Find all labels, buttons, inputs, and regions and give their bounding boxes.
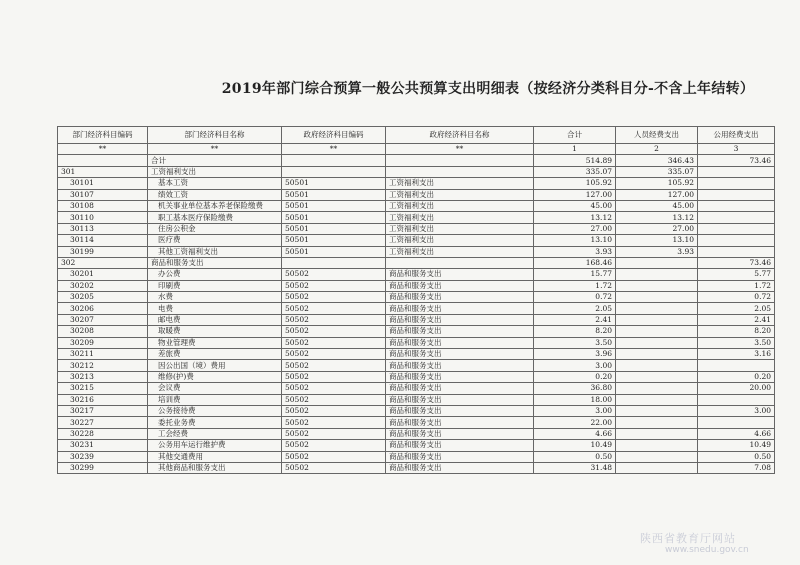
table-row xyxy=(58,383,775,394)
table-cell: 商品和服务支出 xyxy=(386,349,534,360)
table-cell xyxy=(698,166,775,177)
page-title xyxy=(0,78,800,98)
table-row xyxy=(58,212,775,223)
table-cell: 50502 xyxy=(282,349,386,360)
table-cell: 30201 xyxy=(58,269,148,280)
table-cell: 医疗费 xyxy=(148,235,282,246)
table-cell: 公务用车运行维护费 xyxy=(148,440,282,451)
table-cell: 5.77 xyxy=(698,269,775,280)
table-row xyxy=(58,360,775,371)
table-cell: 商品和服务支出 xyxy=(386,371,534,382)
table-cell: 50501 xyxy=(282,246,386,257)
title-text: 2019年部门综合预算一般公共预算支出明细表（按经济分类科目分-不含上年结转） xyxy=(221,81,755,97)
table-body xyxy=(58,155,775,474)
table-cell xyxy=(698,200,775,211)
table-cell: 商品和服务支出 xyxy=(386,280,534,291)
table-cell: 工资福利支出 xyxy=(386,200,534,211)
table-cell: 15.77 xyxy=(534,269,616,280)
table-row xyxy=(58,394,775,405)
table-cell xyxy=(616,326,698,337)
table-cell: 50502 xyxy=(282,383,386,394)
col-header: 部门经济科目名称 xyxy=(148,127,282,144)
table-cell: 31.48 xyxy=(534,462,616,473)
table-cell: 30212 xyxy=(58,360,148,371)
table-cell: 3.93 xyxy=(616,246,698,257)
table-row xyxy=(58,326,775,337)
table-cell: 30206 xyxy=(58,303,148,314)
table-cell xyxy=(616,292,698,303)
table-cell: 住房公积金 xyxy=(148,223,282,234)
table-cell: 工资福利支出 xyxy=(386,178,534,189)
table-cell: 27.00 xyxy=(616,223,698,234)
table-cell: 2.05 xyxy=(534,303,616,314)
table-row xyxy=(58,155,775,166)
table-cell: 30213 xyxy=(58,371,148,382)
table-cell: 其他交通费用 xyxy=(148,451,282,462)
table-cell: 商品和服务支出 xyxy=(386,405,534,416)
table-cell: 168.46 xyxy=(534,257,616,268)
table-row xyxy=(58,337,775,348)
table-cell: 8.20 xyxy=(698,326,775,337)
table-cell xyxy=(616,405,698,416)
col-header: 部门经济科目编码 xyxy=(58,127,148,144)
table-cell xyxy=(616,337,698,348)
table-cell: 商品和服务支出 xyxy=(386,451,534,462)
table-cell: 商品和服务支出 xyxy=(386,428,534,439)
table-cell xyxy=(616,349,698,360)
table-cell: 3.50 xyxy=(534,337,616,348)
table-cell: 30101 xyxy=(58,178,148,189)
table-cell: 45.00 xyxy=(616,200,698,211)
table-cell xyxy=(616,360,698,371)
table-cell xyxy=(698,246,775,257)
table-cell: 50501 xyxy=(282,223,386,234)
table-row xyxy=(58,223,775,234)
table-cell: 50502 xyxy=(282,337,386,348)
table-row xyxy=(58,417,775,428)
table-cell xyxy=(616,303,698,314)
table-cell: 印刷费 xyxy=(148,280,282,291)
table-cell: 机关事业单位基本养老保险缴费 xyxy=(148,200,282,211)
table-cell: 办公费 xyxy=(148,269,282,280)
table-row xyxy=(58,314,775,325)
table-cell xyxy=(616,417,698,428)
table-cell: 会议费 xyxy=(148,383,282,394)
table-cell: 委托业务费 xyxy=(148,417,282,428)
index-cell: ** xyxy=(386,144,534,155)
table-cell xyxy=(698,212,775,223)
table-cell: 13.10 xyxy=(534,235,616,246)
table-cell: 50502 xyxy=(282,360,386,371)
table-row xyxy=(58,371,775,382)
index-cell: 2 xyxy=(616,144,698,155)
table-row xyxy=(58,462,775,473)
table-cell: 73.46 xyxy=(698,257,775,268)
table-cell: 商品和服务支出 xyxy=(386,462,534,473)
table-cell: 30209 xyxy=(58,337,148,348)
table-cell: 商品和服务支出 xyxy=(386,326,534,337)
table-cell: 10.49 xyxy=(698,440,775,451)
table-cell: 商品和服务支出 xyxy=(386,314,534,325)
table-cell: 127.00 xyxy=(534,189,616,200)
table-cell: 30110 xyxy=(58,212,148,223)
table-cell: 50502 xyxy=(282,303,386,314)
table-cell: 50502 xyxy=(282,269,386,280)
table-cell xyxy=(616,428,698,439)
table-row xyxy=(58,405,775,416)
table-cell: 工资福利支出 xyxy=(148,166,282,177)
table-cell: 8.20 xyxy=(534,326,616,337)
table-cell: 商品和服务支出 xyxy=(386,440,534,451)
table-cell: 3.16 xyxy=(698,349,775,360)
table-cell: 10.49 xyxy=(534,440,616,451)
table-cell: 50502 xyxy=(282,292,386,303)
table-cell xyxy=(58,155,148,166)
table-cell: 30205 xyxy=(58,292,148,303)
table-cell: 30217 xyxy=(58,405,148,416)
table-cell: 50502 xyxy=(282,462,386,473)
table-cell xyxy=(386,155,534,166)
table-row xyxy=(58,428,775,439)
table-cell xyxy=(698,360,775,371)
table-cell: 工资福利支出 xyxy=(386,189,534,200)
table-cell: 335.07 xyxy=(616,166,698,177)
table-cell: 50502 xyxy=(282,371,386,382)
table-cell: 73.46 xyxy=(698,155,775,166)
table-cell: 1.72 xyxy=(698,280,775,291)
table-row xyxy=(58,166,775,177)
table-cell: 7.08 xyxy=(698,462,775,473)
table-cell: 3.96 xyxy=(534,349,616,360)
table-cell: 30215 xyxy=(58,383,148,394)
table-cell: 335.07 xyxy=(534,166,616,177)
table-cell: 30211 xyxy=(58,349,148,360)
table-cell: 18.00 xyxy=(534,394,616,405)
table-cell: 商品和服务支出 xyxy=(386,394,534,405)
table-cell: 培训费 xyxy=(148,394,282,405)
table-cell: 346.43 xyxy=(616,155,698,166)
table-cell: 绩效工资 xyxy=(148,189,282,200)
table-cell: 物业管理费 xyxy=(148,337,282,348)
table-cell xyxy=(698,394,775,405)
table-cell: 13.12 xyxy=(534,212,616,223)
table-cell: 30108 xyxy=(58,200,148,211)
table-row xyxy=(58,257,775,268)
table-cell: 邮电费 xyxy=(148,314,282,325)
table-cell xyxy=(282,166,386,177)
table-cell xyxy=(698,178,775,189)
table-cell xyxy=(616,371,698,382)
table-cell: 其他工资福利支出 xyxy=(148,246,282,257)
table-cell: 商品和服务支出 xyxy=(386,360,534,371)
table-cell: 商品和服务支出 xyxy=(386,383,534,394)
table-cell: 30228 xyxy=(58,428,148,439)
table-cell: 4.66 xyxy=(534,428,616,439)
table-cell: 30202 xyxy=(58,280,148,291)
table-cell xyxy=(386,166,534,177)
table-cell: 50502 xyxy=(282,428,386,439)
table-cell: 0.50 xyxy=(698,451,775,462)
table-cell: 30207 xyxy=(58,314,148,325)
table-cell: 商品和服务支出 xyxy=(386,417,534,428)
table-row xyxy=(58,349,775,360)
table-cell xyxy=(386,257,534,268)
table-cell xyxy=(616,462,698,473)
table-cell: 30239 xyxy=(58,451,148,462)
table-cell: 45.00 xyxy=(534,200,616,211)
table-cell: 工资福利支出 xyxy=(386,212,534,223)
table-cell: 50502 xyxy=(282,440,386,451)
table-cell: 30208 xyxy=(58,326,148,337)
index-cell: ** xyxy=(58,144,148,155)
table-row xyxy=(58,178,775,189)
table-cell: 30113 xyxy=(58,223,148,234)
table-cell: 30227 xyxy=(58,417,148,428)
table-cell: 维修(护)费 xyxy=(148,371,282,382)
table-cell xyxy=(616,394,698,405)
table-cell xyxy=(616,314,698,325)
table-cell: 36.80 xyxy=(534,383,616,394)
table-cell: 职工基本医疗保险缴费 xyxy=(148,212,282,223)
table-cell: 50502 xyxy=(282,326,386,337)
col-header: 人员经费支出 xyxy=(616,127,698,144)
table-cell: 公务接待费 xyxy=(148,405,282,416)
table-cell: 工资福利支出 xyxy=(386,246,534,257)
table-cell: 3.00 xyxy=(698,405,775,416)
table-cell xyxy=(698,189,775,200)
index-cell: 1 xyxy=(534,144,616,155)
table-row xyxy=(58,451,775,462)
table-cell: 30231 xyxy=(58,440,148,451)
table-cell: 3.00 xyxy=(534,360,616,371)
table-cell: 30114 xyxy=(58,235,148,246)
table-cell xyxy=(282,257,386,268)
table-cell: 水费 xyxy=(148,292,282,303)
table-cell: 3.50 xyxy=(698,337,775,348)
table-cell: 基本工资 xyxy=(148,178,282,189)
col-header: 政府经济科目名称 xyxy=(386,127,534,144)
table-cell: 其他商品和服务支出 xyxy=(148,462,282,473)
table-cell: 2.05 xyxy=(698,303,775,314)
col-header: 公用经费支出 xyxy=(698,127,775,144)
table-cell xyxy=(616,451,698,462)
table-cell: 27.00 xyxy=(534,223,616,234)
table-cell: 0.72 xyxy=(698,292,775,303)
index-cell: ** xyxy=(282,144,386,155)
table-row xyxy=(58,269,775,280)
table-cell: 50501 xyxy=(282,178,386,189)
header-row xyxy=(58,127,775,144)
table-cell xyxy=(616,280,698,291)
table-row xyxy=(58,280,775,291)
index-cell: 3 xyxy=(698,144,775,155)
table-cell: 30216 xyxy=(58,394,148,405)
table-cell: 301 xyxy=(58,166,148,177)
table-cell: 50501 xyxy=(282,212,386,223)
table-row xyxy=(58,235,775,246)
table-cell: 3.93 xyxy=(534,246,616,257)
table-cell: 合计 xyxy=(148,155,282,166)
table-cell: 2.41 xyxy=(698,314,775,325)
table-cell: 1.72 xyxy=(534,280,616,291)
col-header: 合计 xyxy=(534,127,616,144)
table-cell xyxy=(698,417,775,428)
table-cell: 50501 xyxy=(282,200,386,211)
table-cell: 50501 xyxy=(282,189,386,200)
table-cell: 105.92 xyxy=(534,178,616,189)
table-cell: 工资福利支出 xyxy=(386,223,534,234)
table-cell: 电费 xyxy=(148,303,282,314)
table-cell: 工资福利支出 xyxy=(386,235,534,246)
watermark: 陕西省教育厅网站 xyxy=(640,532,736,545)
table-cell: 50502 xyxy=(282,451,386,462)
table-cell: 50501 xyxy=(282,235,386,246)
table-cell xyxy=(616,257,698,268)
table-cell: 50502 xyxy=(282,394,386,405)
table-cell xyxy=(616,383,698,394)
table-cell: 0.20 xyxy=(698,371,775,382)
table-cell: 商品和服务支出 xyxy=(148,257,282,268)
table-cell xyxy=(698,235,775,246)
table-cell: 105.92 xyxy=(616,178,698,189)
table-cell: 商品和服务支出 xyxy=(386,269,534,280)
table-cell: 0.72 xyxy=(534,292,616,303)
table-cell xyxy=(616,269,698,280)
table-cell: 差旅费 xyxy=(148,349,282,360)
table-cell: 商品和服务支出 xyxy=(386,292,534,303)
table-cell: 20.00 xyxy=(698,383,775,394)
table-cell: 30299 xyxy=(58,462,148,473)
table-row xyxy=(58,200,775,211)
table-row xyxy=(58,440,775,451)
table-cell: 工会经费 xyxy=(148,428,282,439)
table-cell: 50502 xyxy=(282,417,386,428)
table-cell: 22.00 xyxy=(534,417,616,428)
table-cell: 3.00 xyxy=(534,405,616,416)
table-cell: 50502 xyxy=(282,314,386,325)
table-cell: 50502 xyxy=(282,405,386,416)
watermark-url: www.snedu.gov.cn xyxy=(665,545,749,555)
table-cell: 取暖费 xyxy=(148,326,282,337)
table-cell xyxy=(698,223,775,234)
table-cell: 因公出国（境）费用 xyxy=(148,360,282,371)
table-cell: 商品和服务支出 xyxy=(386,303,534,314)
table-cell: 30107 xyxy=(58,189,148,200)
table-cell: 4.66 xyxy=(698,428,775,439)
table-row xyxy=(58,246,775,257)
index-cell: ** xyxy=(148,144,282,155)
table-cell: 13.12 xyxy=(616,212,698,223)
table-row xyxy=(58,303,775,314)
col-header: 政府经济科目编码 xyxy=(282,127,386,144)
table-cell: 50502 xyxy=(282,280,386,291)
table-cell: 127.00 xyxy=(616,189,698,200)
table-cell: 302 xyxy=(58,257,148,268)
table-cell: 0.50 xyxy=(534,451,616,462)
table-cell: 0.20 xyxy=(534,371,616,382)
table-cell xyxy=(282,155,386,166)
table-cell: 514.89 xyxy=(534,155,616,166)
table-cell xyxy=(616,440,698,451)
table-cell: 商品和服务支出 xyxy=(386,337,534,348)
budget-table xyxy=(57,126,775,474)
index-row xyxy=(58,144,775,155)
table-cell: 13.10 xyxy=(616,235,698,246)
table-cell: 30199 xyxy=(58,246,148,257)
table-row xyxy=(58,292,775,303)
table-row xyxy=(58,189,775,200)
table-cell: 2.41 xyxy=(534,314,616,325)
